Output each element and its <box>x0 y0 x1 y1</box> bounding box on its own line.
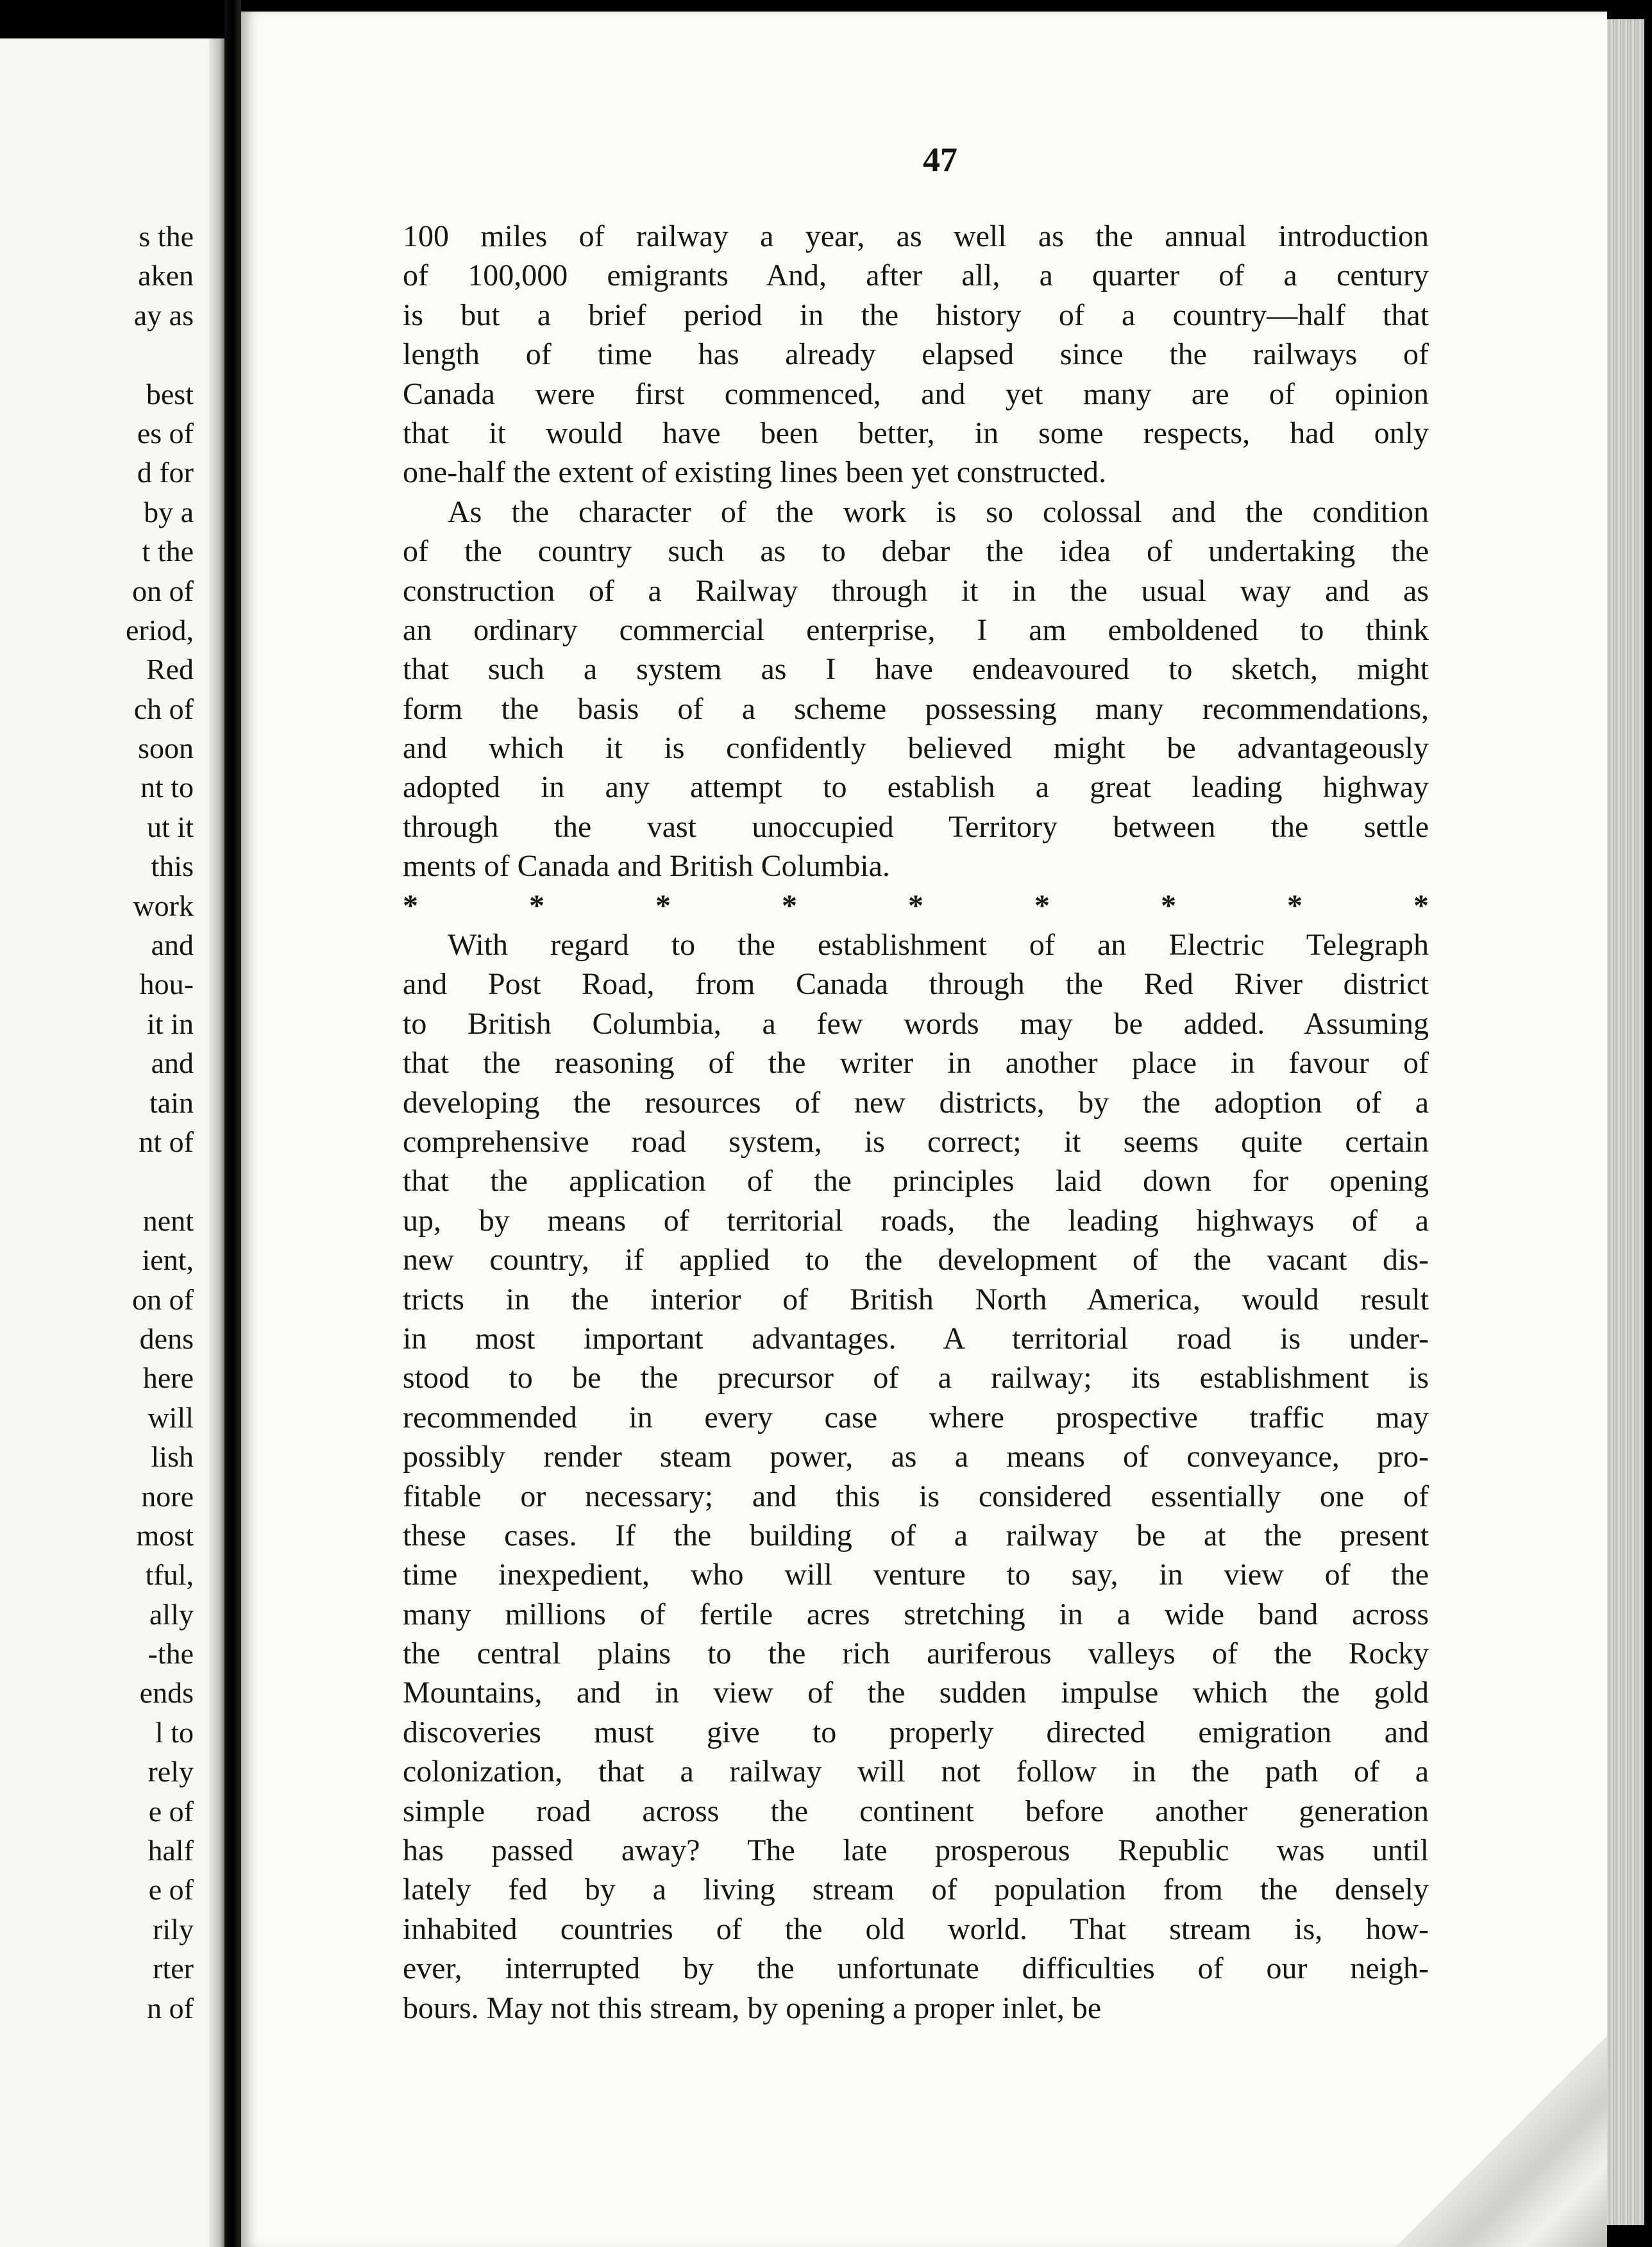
left-page-fragment: and <box>151 1047 194 1080</box>
text-line: colonization, that a railway will not follow in the path of a <box>403 1755 1429 1789</box>
asterisk: * <box>1413 888 1429 923</box>
text-line: comprehensive road system, is correct; it seems quite certain <box>403 1124 1429 1159</box>
left-page-fragment: ient, <box>142 1243 194 1277</box>
paragraph-3 <box>403 925 1429 2028</box>
text-line: and Post Road, from Canada through the Red River district <box>403 967 1429 1002</box>
asterisk: * <box>1161 888 1176 923</box>
asterisk: * <box>655 888 671 923</box>
asterisk: * <box>403 888 418 923</box>
left-page-fragment <box>1 335 194 374</box>
left-page-fragment: and <box>151 929 194 962</box>
paragraph-2 <box>403 492 1429 886</box>
text-line: has passed away? The late prosperous Republic was until <box>403 1833 1429 1868</box>
left-page-fragment: es of <box>137 416 194 450</box>
left-page-fragment: on of <box>132 1283 194 1316</box>
text-line: fitable or necessary; and this is considered essentially one of <box>403 1479 1429 1513</box>
left-page-fragment: best <box>146 377 194 410</box>
paragraph-1 <box>403 217 1429 492</box>
text-line: these cases. If the building of a railway be at the present <box>403 1518 1429 1553</box>
left-page-fragment: -the <box>148 1637 194 1671</box>
left-page-fragment: aken <box>138 259 194 292</box>
left-page-fragment: s the <box>139 220 194 253</box>
left-page-fragment: tain <box>149 1086 194 1119</box>
text-line: As the character of the work is so colossal and the condition <box>448 494 1429 529</box>
left-page-fragment: work <box>133 889 194 922</box>
book-gutter <box>224 0 241 2247</box>
left-page-fragment: nt of <box>139 1125 194 1158</box>
text-line: developing the resources of new districts, by the adoption of a <box>403 1085 1429 1120</box>
left-page-fragment: most <box>136 1519 194 1552</box>
text-line: bours. May not this stream, by opening a proper inlet, be <box>403 1990 1102 2025</box>
page-corner-fold <box>1395 2035 1607 2247</box>
text-line: new country, if applied to the development of the vacant dis- <box>403 1243 1429 1277</box>
text-line: is but a brief period in the history of a country—half that <box>403 298 1429 332</box>
section-break-asterisks <box>403 886 1429 925</box>
asterisk: * <box>1034 888 1050 923</box>
left-page-fragment: nore <box>141 1479 194 1513</box>
text-line: that the application of the principles laid down for opening <box>403 1164 1429 1199</box>
text-line: Canada were first commenced, and yet many are of opinion <box>403 376 1429 411</box>
text-line: possibly render steam power, as a means of conveyance, pro- <box>403 1440 1429 1474</box>
left-page-fragment: half <box>148 1834 194 1867</box>
left-page-fragment: soon <box>138 732 194 765</box>
left-page-fragment: n of <box>147 1991 194 2024</box>
left-page-fragment: t the <box>142 535 194 568</box>
text-line: of 100,000 emigrants And, after all, a quarter of a century <box>403 258 1429 293</box>
asterisk: * <box>529 888 544 923</box>
left-page-fragment: rily <box>153 1912 194 1946</box>
left-page-gutter-shadow <box>209 38 224 2247</box>
text-line: in most important advantages. A territorial road is under- <box>403 1321 1429 1356</box>
left-page-fragment: nent <box>142 1204 194 1237</box>
page-body-text <box>403 217 1429 2028</box>
left-page-fragment: e of <box>148 1873 194 1906</box>
text-line: 100 miles of railway a year, as well as the annual introduction <box>403 219 1429 253</box>
asterisk: * <box>1287 888 1302 923</box>
left-page-fragment: will <box>148 1401 194 1434</box>
asterisk: * <box>782 888 797 923</box>
left-page-fragment: rter <box>153 1952 194 1985</box>
text-line: lately fed by a living stream of population from the densely <box>403 1872 1429 1907</box>
text-line: time inexpedient, who will venture to say, in view of the <box>403 1558 1429 1592</box>
text-line: tricts in the interior of British North America, would result <box>403 1282 1429 1317</box>
text-line: through the vast unoccupied Territory between the settle <box>403 809 1429 844</box>
left-page-fragment: tful, <box>145 1558 194 1592</box>
text-line: to British Columbia, a few words may be added. Assuming <box>403 1006 1429 1041</box>
text-line: and which it is confidently believed might be advantageously <box>403 731 1429 766</box>
text-line: adopted in any attempt to establish a great leading highway <box>403 770 1429 805</box>
left-page-fragment: ally <box>149 1597 194 1631</box>
left-page-fragment: nt to <box>140 771 194 804</box>
text-line: many millions of fertile acres stretching in a wide band across <box>403 1597 1429 1631</box>
text-line: With regard to the establishment of an Electric Telegraph <box>448 928 1429 963</box>
left-page-fragment: on of <box>132 574 194 607</box>
left-facing-page <box>0 38 224 2247</box>
text-line: construction of a Railway through it in the usual way and as <box>403 573 1429 608</box>
text-line: inhabited countries of the old world. That stream is, how- <box>403 1912 1429 1946</box>
left-page-fragment: by a <box>144 495 194 528</box>
left-page-fragment: ay as <box>133 298 194 332</box>
text-line: ever, interrupted by the unfortunate difficulties of our neigh- <box>403 1951 1429 1986</box>
left-page-fragment: ut it <box>147 810 194 843</box>
text-line: recommended in every case where prospective traffic may <box>403 1400 1429 1435</box>
text-line: stood to be the precursor of a railway; its establishment is <box>403 1361 1429 1395</box>
left-page-fragment: e of <box>148 1794 194 1828</box>
left-page-fragment: ch of <box>133 692 194 725</box>
left-page-fragment: d for <box>137 456 194 489</box>
text-line: Mountains, and in view of the sudden impulse which the gold <box>403 1676 1429 1710</box>
text-line: one-half the extent of existing lines been yet constructed. <box>403 455 1106 490</box>
text-line: that such a system as I have endeavoured to sketch, might <box>403 652 1429 687</box>
left-page-fragment: hou- <box>139 968 194 1001</box>
left-page-fragment: here <box>142 1361 194 1395</box>
text-line: of the country such as to debar the idea of undertaking the <box>403 534 1429 569</box>
text-line: that it would have been better, in some respects, had only <box>403 416 1429 450</box>
left-page-fragment <box>1 1161 194 1200</box>
text-line: that the reasoning of the writer in another place in favour of <box>403 1046 1429 1081</box>
left-page-fragment: ends <box>139 1676 194 1710</box>
text-line: ments of Canada and British Columbia. <box>403 849 890 884</box>
text-line: length of time has already elapsed since the railways of <box>403 337 1429 372</box>
asterisk: * <box>908 888 923 923</box>
right-page <box>241 12 1607 2247</box>
left-page-fragment: Red <box>146 653 194 686</box>
page-number: 47 <box>923 140 957 179</box>
left-page-fragment: eriod, <box>125 613 194 646</box>
text-line: an ordinary commercial enterprise, I am emboldened to think <box>403 612 1429 647</box>
text-line: up, by means of territorial roads, the leading highways of a <box>403 1203 1429 1238</box>
left-page-fragment: lish <box>151 1440 194 1474</box>
left-page-fragment: l to <box>155 1715 194 1749</box>
left-page-text-fragments <box>1 217 194 2028</box>
text-line: the central plains to the rich auriferous valleys of the Rocky <box>403 1637 1429 1671</box>
stacked-page-edges <box>1607 19 1644 2225</box>
left-page-fragment: this <box>151 850 194 883</box>
left-page-fragment: it in <box>147 1007 194 1040</box>
left-page-fragment: dens <box>139 1322 194 1355</box>
left-page-fragment: rely <box>148 1755 194 1788</box>
text-line: discoveries must give to properly directed emigration and <box>403 1715 1429 1749</box>
text-line: form the basis of a scheme possessing many recommendations, <box>403 691 1429 726</box>
text-line: simple road across the continent before another generation <box>403 1794 1429 1828</box>
